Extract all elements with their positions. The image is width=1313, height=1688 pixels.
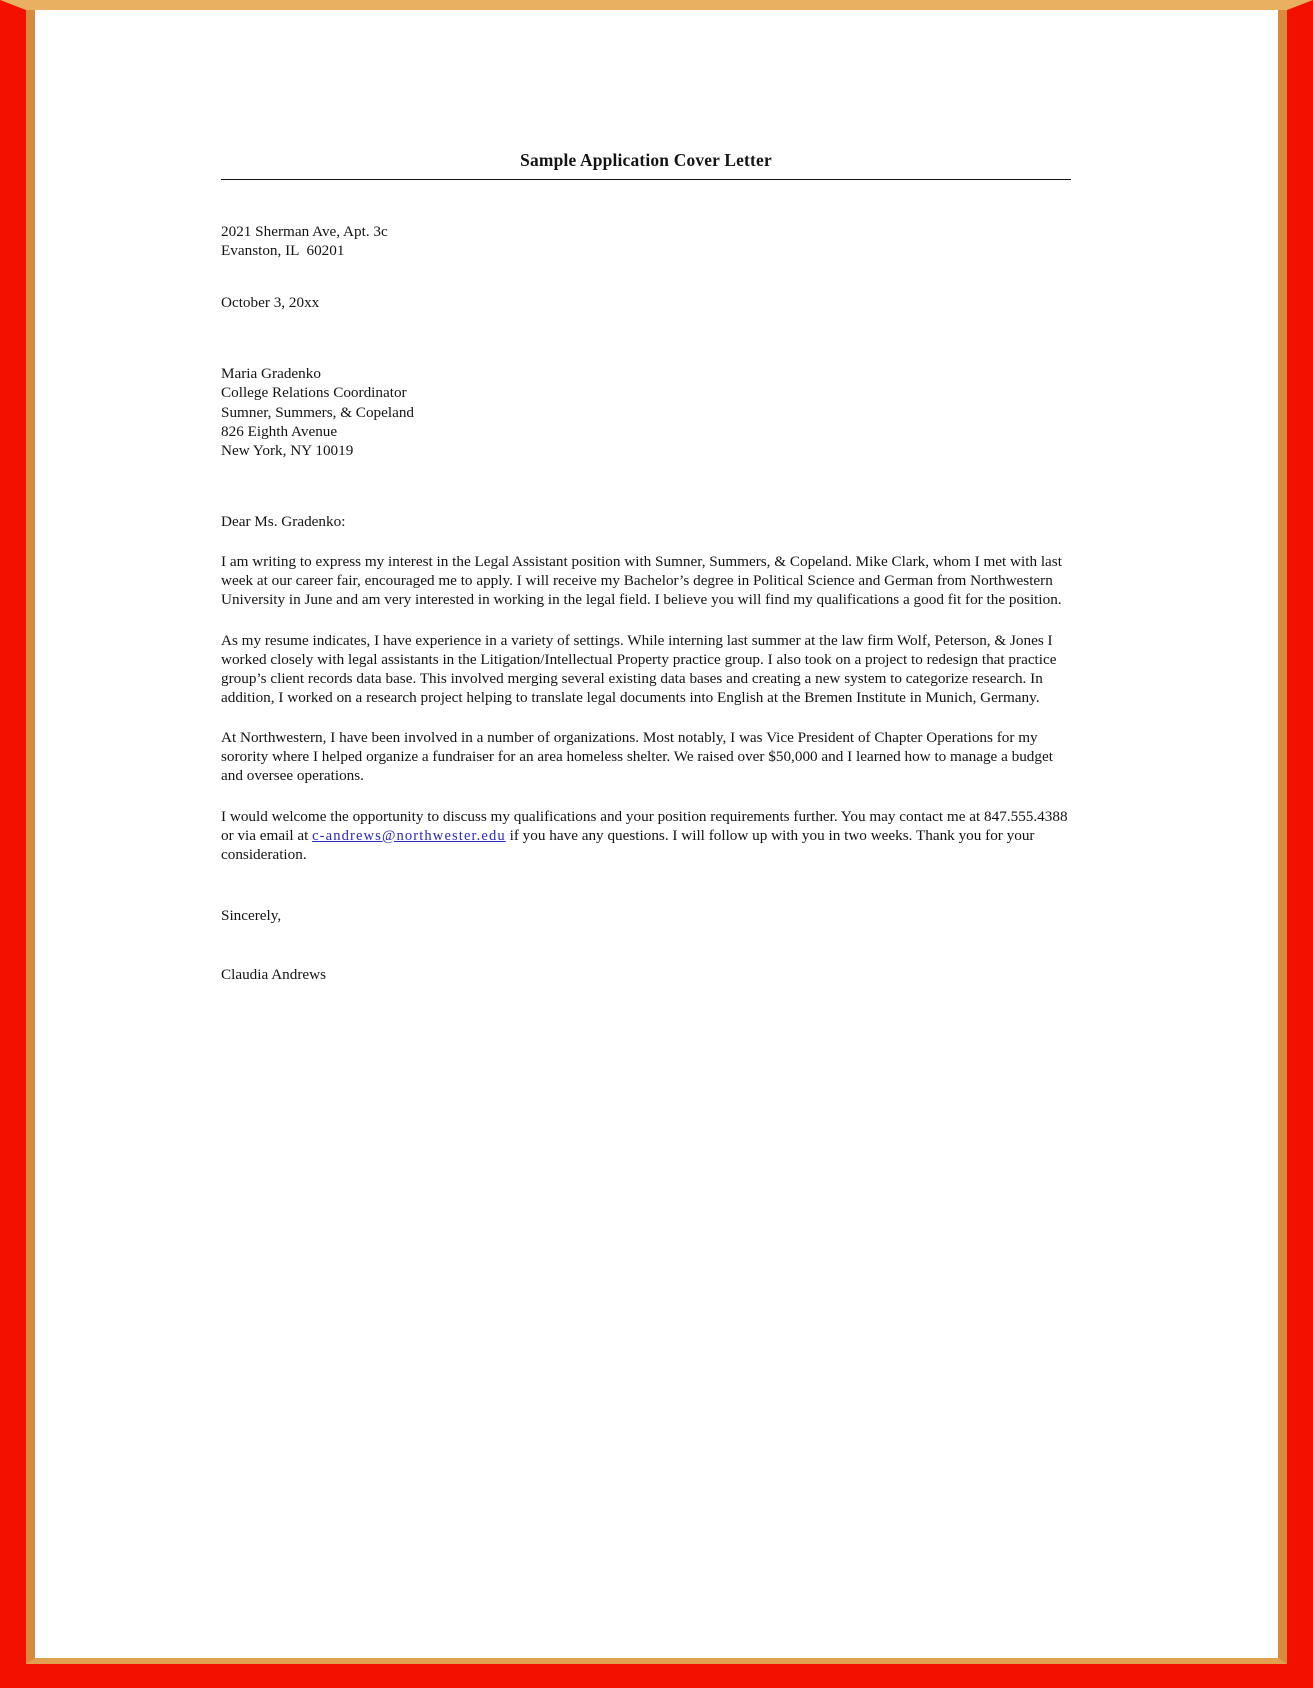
recipient-company: Sumner, Summers, & Copeland — [221, 403, 415, 421]
recipient-city-state-zip: New York, NY 10019 — [221, 441, 354, 459]
closing-text-after-email: if you have any questions. I will follow up with you in two weeks. Thank you for your consideration. — [221, 826, 1035, 864]
recipient-name: Maria Gradenko — [221, 365, 321, 383]
body-paragraph: At Northwestern, I have been involved in a number of organizations. Most notably, I was Vice President of Chapter Operations for my sorority where I helped organize a fundraiser for an area homeless shelter. We raised over $50,000 and I learned how to manage a budget and oversee operations. — [221, 729, 1053, 785]
recipient-title: College Relations Coordinator — [221, 384, 407, 402]
document-page — [44, 10, 1269, 1652]
sender-address-line: Evanston, IL 60201 — [221, 242, 345, 260]
email-link[interactable]: c-andrews@northwester.edu — [312, 827, 506, 844]
body-paragraph: I am writing to express my interest in the Legal Assistant position with Sumner, Summers, & Copeland. Mike Clark, whom I met with last week at our career fair, encouraged me to apply. I will receive my Bachelor’s degree in Political Science and German from Northwestern University in June and am very interested in working in the legal field. I believe you will find my qualifications a good fit for the position. — [221, 553, 1062, 609]
cover-letter — [221, 150, 1071, 985]
closing-text-before-email: I would welcome the opportunity to discuss my qualifications and your position requirements further. You may contact me at 847.555.4388 or via email at — [221, 807, 1068, 844]
spacer — [221, 460, 1071, 512]
salutation: Dear Ms. Gradenko: — [221, 513, 346, 531]
closing-salutation: Sincerely, — [221, 907, 282, 925]
page-title: Sample Application Cover Letter — [520, 150, 772, 170]
spacer — [221, 885, 1071, 906]
sender-address-line: 2021 Sherman Ave, Apt. 3c — [221, 222, 388, 240]
body-paragraph: As my resume indicates, I have experience in a variety of settings. While interning last summer at the law firm Wolf, Peterson, & Jones I worked closely with legal assistants in the Litigation/Intellectual Property practice group. I also took on a project to redesign that practice group’s client records data base. This involved merging several existing data bases and creating a new system to categorize research. In addition, I worked on a research project helping to translate legal documents into English at the Bremen Institute in Munich, Germany. — [221, 631, 1057, 707]
recipient-street: 826 Eighth Avenue — [221, 422, 338, 440]
closing-paragraph — [221, 807, 1071, 865]
title-divider — [221, 179, 1071, 180]
signature-name: Claudia Andrews — [221, 966, 327, 984]
spacer — [221, 925, 1071, 965]
recipient-address-block — [221, 364, 1071, 460]
spacer — [221, 312, 1071, 364]
letter-date: October 3, 20xx — [221, 294, 320, 312]
sender-address-block — [221, 222, 1071, 260]
scan-border-inner — [26, 10, 1287, 1664]
spacer — [221, 260, 1071, 293]
spacer — [221, 531, 1071, 552]
